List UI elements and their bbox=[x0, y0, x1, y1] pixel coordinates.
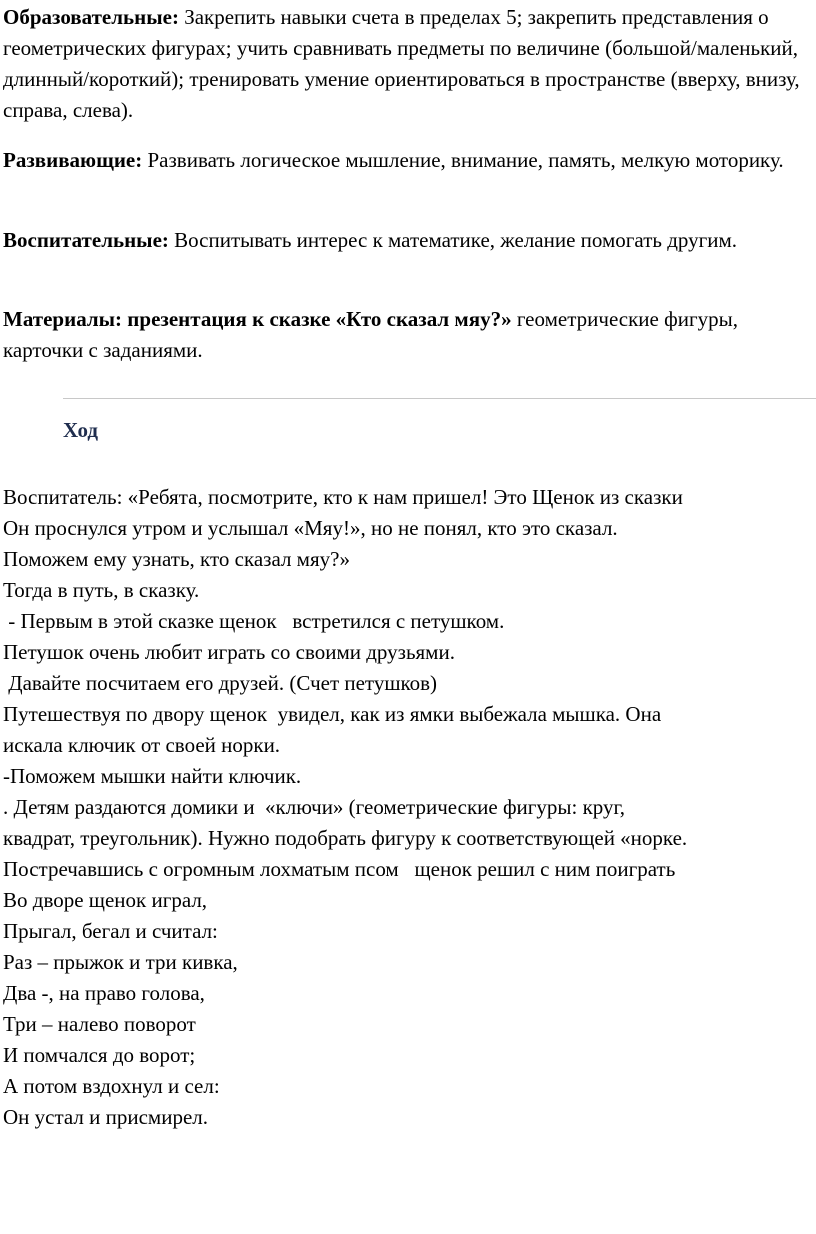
poem-line: Два -, на право голова, bbox=[3, 981, 205, 1005]
educational-goals-text: Закрепить навыки счета в пределах 5; закрепить представления о геометрических фигурах; учить сравнивать предметы по величине (большой/маленький, длинный/короткий); тренировать умение ориентироваться в пространстве (вверху, внизу, справа, слева). bbox=[3, 5, 800, 122]
story-line: . Детям раздаются домики и «ключи» (геометрические фигуры: круг, bbox=[3, 795, 626, 819]
developmental-goals-text: Развивать логическое мышление, внимание, память, мелкую моторику. bbox=[142, 148, 784, 172]
poem-line: И помчался до ворот; bbox=[3, 1043, 196, 1067]
story-line: Он проснулся утром и услышал «Мяу!», но не понял, кто это сказал. bbox=[3, 516, 618, 540]
story-line: -Поможем мышки найти ключик. bbox=[3, 764, 302, 788]
poem-line: Прыгал, бегал и считал: bbox=[3, 919, 218, 943]
story-line: Поможем ему узнать, кто сказал мяу?» bbox=[3, 547, 350, 571]
developmental-goals-label: Развивающие: bbox=[3, 148, 143, 172]
section-heading: Ход bbox=[63, 418, 99, 442]
upbringing-goals-paragraph bbox=[3, 225, 811, 256]
story-line: Тогда в путь, в сказку. bbox=[3, 578, 200, 602]
materials-label: Материалы: презентация к сказке «Кто сказал мяу?» bbox=[3, 307, 512, 331]
story-line: Воспитатель: «Ребята, посмотрите, кто к нам пришел! Это Щенок из сказки bbox=[3, 485, 683, 509]
section-divider bbox=[63, 398, 816, 399]
poem-line: Три – налево поворот bbox=[3, 1012, 196, 1036]
story-line: искала ключик от своей норки. bbox=[3, 733, 281, 757]
educational-goals-paragraph bbox=[3, 2, 811, 126]
story-text bbox=[3, 482, 815, 1133]
story-line: Петушок очень любит играть со своими друзьями. bbox=[3, 640, 455, 664]
materials-paragraph bbox=[3, 304, 811, 366]
poem-line: А потом вздохнул и сел: bbox=[3, 1074, 220, 1098]
developmental-goals-paragraph bbox=[3, 145, 811, 176]
story-line: - Первым в этой сказке щенок встретился с петушком. bbox=[3, 609, 505, 633]
poem-line: Во дворе щенок играл, bbox=[3, 888, 208, 912]
poem-line: Раз – прыжок и три кивка, bbox=[3, 950, 238, 974]
poem-line: Он устал и присмирел. bbox=[3, 1105, 209, 1129]
story-line: квадрат, треугольник). Нужно подобрать фигуру к соответствующей «норке. bbox=[3, 826, 688, 850]
educational-goals-label: Образовательные: bbox=[3, 5, 179, 29]
story-line: Постречавшись с огромным лохматым псом щенок решил с ним поиграть bbox=[3, 857, 676, 881]
materials-text: геометрические фигуры, карточки с заданиями. bbox=[3, 307, 738, 362]
story-line: Путешествуя по двору щенок увидел, как из ямки выбежала мышка. Она bbox=[3, 702, 662, 726]
story-line: Давайте посчитаем его друзей. (Счет петушков) bbox=[3, 671, 438, 695]
upbringing-goals-label: Воспитательные: bbox=[3, 228, 169, 252]
upbringing-goals-text: Воспитывать интерес к математике, желание помогать другим. bbox=[168, 228, 737, 252]
